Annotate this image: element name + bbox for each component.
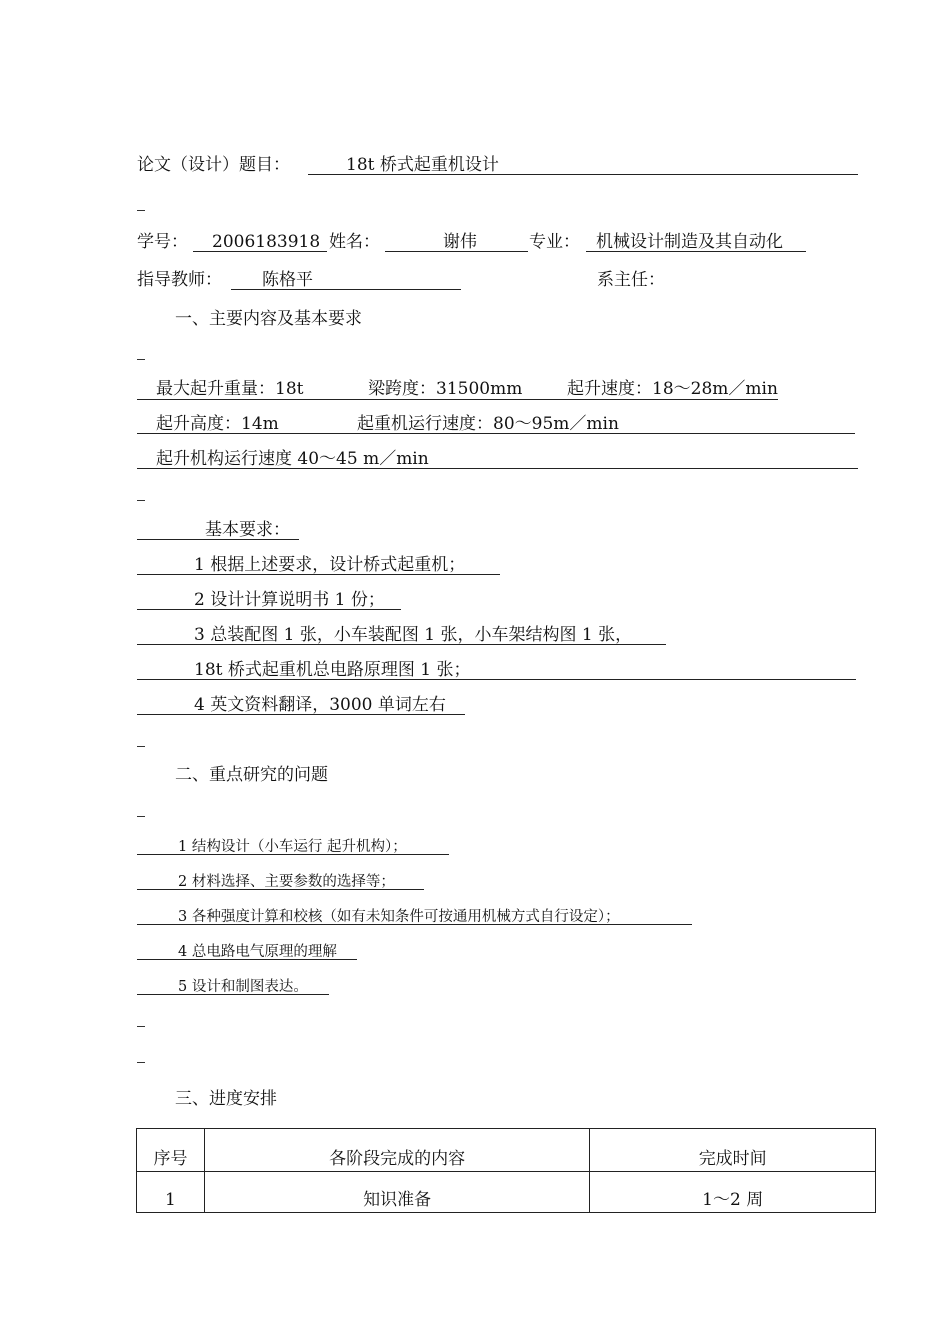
param-lift-speed: 起升速度：18～28m／min bbox=[567, 379, 778, 399]
research-item: 2 材料选择、主要参数的选择等； bbox=[178, 874, 395, 890]
cell-content: 知识准备 bbox=[204, 1172, 589, 1213]
empty-line-marker bbox=[137, 359, 145, 360]
requirement-underline bbox=[137, 714, 465, 715]
requirement-underline bbox=[137, 609, 401, 610]
major-value: 机械设计制造及其自动化 bbox=[596, 232, 783, 252]
research-underline bbox=[137, 889, 424, 890]
research-item: 5 设计和制图表达。 bbox=[178, 979, 308, 995]
requirements-heading: 基本要求： bbox=[205, 520, 290, 540]
empty-line-marker bbox=[137, 1026, 145, 1027]
advisor-underline bbox=[231, 289, 461, 290]
research-item: 3 各种强度计算和校核（如有未知条件可按通用机械方式自行设定）； bbox=[178, 909, 620, 925]
title-underline bbox=[308, 174, 858, 175]
student-id-value: 2006183918 bbox=[212, 232, 321, 252]
empty-line-marker bbox=[137, 816, 145, 817]
cell-index: 1 bbox=[137, 1172, 205, 1213]
param-max-lift: 最大起升重量：18t bbox=[156, 379, 304, 399]
major-underline bbox=[586, 251, 806, 252]
requirement-item: 1 根据上述要求，设计桥式起重机； bbox=[194, 555, 466, 575]
params-underline-1 bbox=[137, 399, 778, 400]
name-value: 谢伟 bbox=[443, 232, 477, 252]
param-span: 梁跨度：31500mm bbox=[368, 379, 523, 399]
cell-time: 1～2 周 bbox=[590, 1172, 876, 1213]
column-header-time: 完成时间 bbox=[590, 1129, 876, 1172]
research-underline bbox=[137, 924, 692, 925]
section1-heading: 一、主要内容及基本要求 bbox=[175, 309, 362, 329]
params-underline-3 bbox=[137, 468, 858, 469]
major-label: 专业： bbox=[529, 232, 580, 252]
table-row bbox=[137, 1172, 876, 1213]
requirement-underline bbox=[137, 644, 666, 645]
advisor-value: 陈格平 bbox=[262, 270, 313, 290]
column-header-content: 各阶段完成的内容 bbox=[204, 1129, 589, 1172]
param-mechanism-speed: 起升机构运行速度 40～45 m／min bbox=[156, 449, 429, 469]
name-underline bbox=[385, 251, 528, 252]
empty-line-marker bbox=[137, 210, 145, 211]
section2-heading: 二、重点研究的问题 bbox=[175, 765, 328, 785]
research-underline bbox=[137, 959, 357, 960]
requirement-item: 18t 桥式起重机总电路原理图 1 张； bbox=[194, 660, 471, 680]
requirement-item: 3 总装配图 1 张，小车装配图 1 张，小车架结构图 1 张， bbox=[194, 625, 633, 645]
section3-heading: 三、进度安排 bbox=[175, 1089, 277, 1109]
param-lift-height: 起升高度：14m bbox=[156, 414, 279, 434]
requirement-item: 4 英文资料翻译，3000 单词左右 bbox=[194, 695, 446, 715]
advisor-label: 指导教师： bbox=[137, 270, 222, 290]
params-underline-2 bbox=[137, 433, 855, 434]
dept-head-label: 系主任： bbox=[597, 270, 665, 290]
research-underline bbox=[137, 854, 449, 855]
requirement-underline bbox=[137, 679, 856, 680]
column-header-index: 序号 bbox=[137, 1129, 205, 1172]
empty-line-marker bbox=[137, 1062, 145, 1063]
requirements-heading-underline bbox=[137, 539, 299, 540]
title-value: 18t 桥式起重机设计 bbox=[346, 155, 499, 175]
student-id-underline bbox=[193, 251, 327, 252]
research-item: 4 总电路电气原理的理解 bbox=[178, 944, 337, 960]
student-id-label: 学号： bbox=[137, 232, 188, 252]
empty-line-marker bbox=[137, 746, 145, 747]
name-label: 姓名： bbox=[329, 232, 380, 252]
requirement-underline bbox=[137, 574, 500, 575]
research-underline bbox=[137, 994, 329, 995]
research-item: 1 结构设计（小车运行 起升机构）； bbox=[178, 839, 407, 855]
param-travel-speed: 起重机运行速度：80～95m／min bbox=[357, 414, 619, 434]
schedule-header-row bbox=[137, 1129, 876, 1172]
title-label: 论文（设计）题目： bbox=[137, 155, 290, 175]
empty-line-marker bbox=[137, 500, 145, 501]
schedule-table bbox=[136, 1128, 876, 1213]
requirement-item: 2 设计计算说明书 1 份； bbox=[194, 590, 385, 610]
